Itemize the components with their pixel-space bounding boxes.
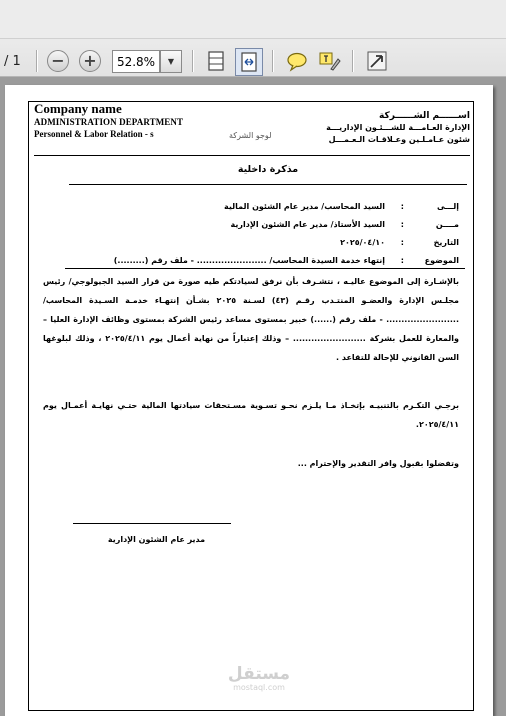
header-left bbox=[34, 102, 204, 140]
toolbar-separator bbox=[36, 50, 37, 72]
header-right bbox=[320, 110, 470, 146]
toolbar-row bbox=[0, 46, 506, 76]
field-colon: : bbox=[400, 220, 404, 229]
fit-page-icon bbox=[204, 49, 228, 73]
toolbar-separator bbox=[192, 50, 193, 72]
header-personnel-ar: شئون عـامـلـين وعـلاقـات الـعـمـــل bbox=[328, 135, 470, 144]
document-page bbox=[5, 85, 493, 716]
department-name: ADMINISTRATION DEPARTMENT bbox=[34, 117, 184, 127]
memo-paragraph-1: بالإشـارة إلى الموضوع عاليـه ، نتشـرف بأن نرفق لسيادتكم طيه صورة من قرار السيد الجيولوجي/ رئيس مجلـس الإدارة والعضـو المنتـدب رقـم (٤٣) لسـنة ٢٠٢٥ بشـأن إنتهـاء خدمـة السـيدة المحاسب/ ........................ - ملف رقم (......) خبير بمستوى مساعد رئيس الشركة بمستوى وظائف الإدارة العليا – والمعارة للعمل بشركة ........................ – وذلك إعتباراً من نهاية أعمال يوم ٢٠٢٥/٤/١١ ، وذلك لبلوغها السن القانوني للإحالة للتقاعد . bbox=[43, 277, 459, 362]
memo-paragraph-2: برجـي التكـرم بالتنبيـه بإتخـاذ مـا يلـزم نحـو تسـوية مسـتحقات سيادتها المالية حتـي نهايـة أعمـال يوم ٢٠٢٥/٤/١١. bbox=[43, 401, 459, 429]
field-from bbox=[65, 220, 465, 236]
comment-icon bbox=[285, 49, 309, 73]
field-date bbox=[65, 238, 465, 254]
field-colon: : bbox=[400, 256, 404, 265]
zoom-in-button[interactable] bbox=[78, 46, 102, 76]
toolbar-top-strip bbox=[0, 0, 506, 39]
signature-title: مدير عام الشئون الإدارية bbox=[107, 535, 206, 544]
company-name: Company name bbox=[34, 101, 122, 116]
watermark-arabic: مستقل bbox=[227, 664, 291, 684]
zoom-out-button[interactable] bbox=[46, 46, 70, 76]
pdf-toolbar bbox=[0, 0, 506, 77]
comment-button[interactable] bbox=[284, 46, 310, 76]
fit-page-button[interactable] bbox=[203, 46, 229, 76]
field-value: ٢٠٢٥/٠٤/١٠ bbox=[340, 238, 385, 247]
highlight-text-icon bbox=[317, 49, 341, 73]
field-value: السيد الأستاذ/ مدير عام الشئون الإدارية bbox=[230, 220, 385, 229]
header-administration-ar: الإدارة العـامـــة للشـــئـون الإداريـــة bbox=[326, 123, 470, 132]
page-frame bbox=[28, 101, 474, 711]
field-label: إلـــى bbox=[436, 202, 459, 211]
field-to bbox=[65, 202, 465, 218]
toolbar-separator bbox=[272, 50, 273, 72]
zoom-in-icon: + bbox=[79, 50, 101, 72]
memo-title-divider bbox=[69, 184, 467, 185]
fit-width-button[interactable] bbox=[235, 48, 263, 76]
fullscreen-icon bbox=[365, 49, 389, 73]
field-value: إنتهاء خدمة السيدة المحاسب/ ....................... - ملف رقم (.........) bbox=[113, 256, 385, 265]
zoom-out-icon: − bbox=[47, 50, 69, 72]
fullscreen-button[interactable] bbox=[364, 46, 390, 76]
highlight-text-button[interactable] bbox=[316, 46, 342, 76]
logo-placeholder: لوجو الشركة bbox=[229, 131, 272, 140]
relations-name: Personnel & Labor Relation - s bbox=[34, 129, 154, 139]
watermark-latin: mostaql.com bbox=[233, 683, 285, 692]
memo-closing: وتفضلوا بقبول وافر التقدير والإحترام ... bbox=[297, 459, 459, 468]
chevron-down-icon: ▼ bbox=[167, 57, 175, 66]
field-label: الموضوع bbox=[424, 256, 459, 265]
zoom-dropdown-button[interactable] bbox=[160, 50, 182, 73]
memo-title: مذكرة داخلية bbox=[237, 164, 299, 175]
field-label: مــــن bbox=[435, 220, 459, 229]
field-colon: : bbox=[400, 202, 404, 211]
field-colon: : bbox=[400, 238, 404, 247]
header-divider bbox=[34, 155, 470, 156]
signature-line bbox=[73, 523, 231, 524]
zoom-level-input[interactable]: 52.8% bbox=[112, 50, 160, 73]
toolbar-separator bbox=[352, 50, 353, 72]
fit-width-icon bbox=[237, 50, 261, 74]
header-company-name-ar: اســــــم الشــــــركة bbox=[379, 111, 470, 121]
subject-underline bbox=[65, 268, 437, 269]
subject-label-underline bbox=[405, 268, 465, 269]
field-subject bbox=[65, 256, 465, 272]
field-label: التاريخ bbox=[433, 238, 459, 247]
page-total: / 1 bbox=[4, 53, 21, 69]
field-value: السيد المحاسب/ مدير عام الشئون المالية bbox=[224, 202, 385, 211]
watermark bbox=[214, 665, 304, 693]
